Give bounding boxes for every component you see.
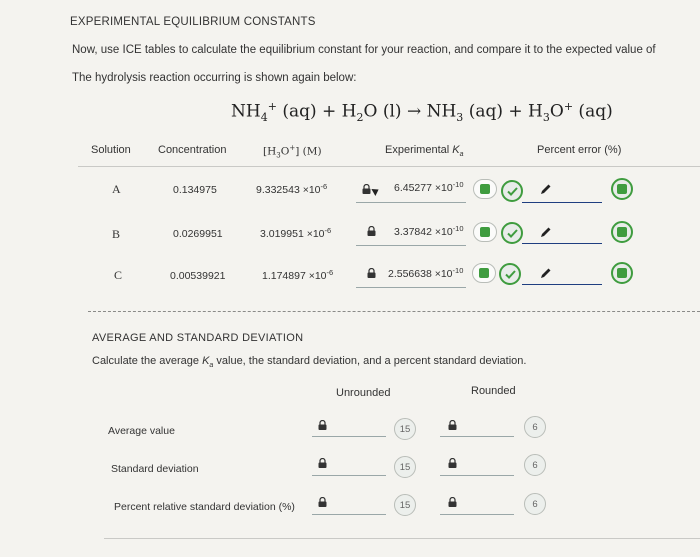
concentration-value: 0.0269951	[173, 228, 223, 240]
ka-input-underline	[356, 202, 466, 203]
lock-icon	[318, 458, 327, 468]
sigfig-badge-rounded: 6	[524, 416, 546, 438]
lock-icon	[367, 268, 376, 278]
section-divider	[88, 311, 700, 312]
solution-label: C	[114, 268, 123, 282]
solution-label: B	[112, 227, 121, 241]
col-header-h3o: $[H_3O^+]$ (M)	[263, 144, 322, 160]
reaction-intro: The hydrolysis reaction occurring is shown again below:	[72, 72, 357, 84]
lock-icon	[318, 420, 327, 430]
avg-section-heading: AVERAGE AND STANDARD DEVIATION	[92, 332, 304, 344]
concentration-value: 0.134975	[173, 184, 217, 196]
check-icon	[507, 229, 518, 238]
header-divider	[78, 166, 700, 167]
lock-icon	[318, 497, 327, 507]
col-header-concentration: Concentration	[158, 144, 227, 156]
check-icon	[479, 268, 489, 278]
check-button[interactable]	[473, 179, 497, 199]
check-icon	[480, 227, 490, 237]
footer-divider	[104, 538, 700, 539]
check-button[interactable]	[472, 263, 496, 283]
instruction-text: Now, use ICE tables to calculate the equilibrium constant for your reaction, and compare it to the expected value of	[72, 44, 656, 56]
lock-icon	[448, 497, 457, 507]
avg-section-instruction: Calculate the average $K_a$ value, the standard deviation, and a percent standard deviation.	[92, 355, 527, 370]
sigfig-badge-unrounded: 15	[394, 418, 416, 440]
section-heading: EXPERIMENTAL EQUILIBRIUM CONSTANTS	[70, 16, 316, 28]
row-label-average: Average value	[108, 425, 175, 437]
lock-icon	[448, 420, 457, 430]
unrounded-input[interactable]	[312, 475, 386, 476]
badge-icon[interactable]	[611, 262, 633, 284]
check-button[interactable]	[473, 222, 497, 242]
rounded-input[interactable]	[440, 436, 514, 437]
row-label-percent-rsd: Percent relative standard deviation (%)	[114, 501, 295, 513]
cursor-icon	[371, 186, 380, 196]
rounded-input[interactable]	[440, 514, 514, 515]
col-header-rounded: Rounded	[471, 385, 516, 397]
h3o-value: $1.174897 \times 10^{-6}$	[262, 268, 334, 282]
solution-label: A	[112, 182, 121, 196]
row-label-std-dev: Standard deviation	[111, 463, 199, 475]
percent-error-input[interactable]	[522, 243, 602, 244]
lock-icon	[367, 226, 376, 236]
percent-error-input[interactable]	[522, 284, 602, 285]
pencil-icon[interactable]	[540, 182, 552, 200]
h3o-value: $3.019951 \times 10^{-6}$	[260, 226, 332, 240]
correct-badge	[499, 263, 521, 285]
ka-input-underline	[356, 245, 466, 246]
sigfig-badge-rounded: 6	[524, 454, 546, 476]
ka-value: $3.37842 \times 10^{-10}$	[394, 224, 464, 238]
ka-value: $2.556638 \times 10^{-10}$	[388, 266, 464, 280]
check-icon	[480, 184, 490, 194]
concentration-value: 0.00539921	[170, 270, 226, 282]
h3o-value: $9.332543 \times 10^{-6}$	[256, 182, 328, 196]
sigfig-badge-rounded: 6	[524, 493, 546, 515]
lock-icon	[448, 458, 457, 468]
sigfig-badge-unrounded: 15	[394, 456, 416, 478]
unrounded-input[interactable]	[312, 514, 386, 515]
pencil-icon[interactable]	[540, 225, 552, 243]
col-header-unrounded: Unrounded	[336, 387, 391, 399]
ka-value: $6.45277 \times 10^{-10}$	[394, 180, 464, 194]
sigfig-badge-unrounded: 15	[394, 494, 416, 516]
check-icon	[505, 270, 516, 279]
col-header-experimental-ka: Experimental $K_a$	[385, 144, 464, 159]
reaction-equation: $NH_4^+$ $(aq) + H_2O$ $(l) \to NH_3$ $(aq) + H_3O^+$ (aq)	[231, 100, 613, 125]
unrounded-input[interactable]	[312, 436, 386, 437]
correct-badge	[501, 222, 523, 244]
pencil-icon[interactable]	[540, 266, 552, 284]
badge-icon[interactable]	[611, 178, 633, 200]
check-icon	[507, 187, 518, 196]
col-header-solution: Solution	[91, 144, 131, 156]
badge-icon[interactable]	[611, 221, 633, 243]
correct-badge	[501, 180, 523, 202]
lock-icon	[362, 184, 371, 194]
rounded-input[interactable]	[440, 475, 514, 476]
percent-error-input[interactable]	[522, 202, 602, 203]
ka-input-underline	[356, 287, 466, 288]
col-header-percent-error: Percent error (%)	[537, 144, 622, 156]
